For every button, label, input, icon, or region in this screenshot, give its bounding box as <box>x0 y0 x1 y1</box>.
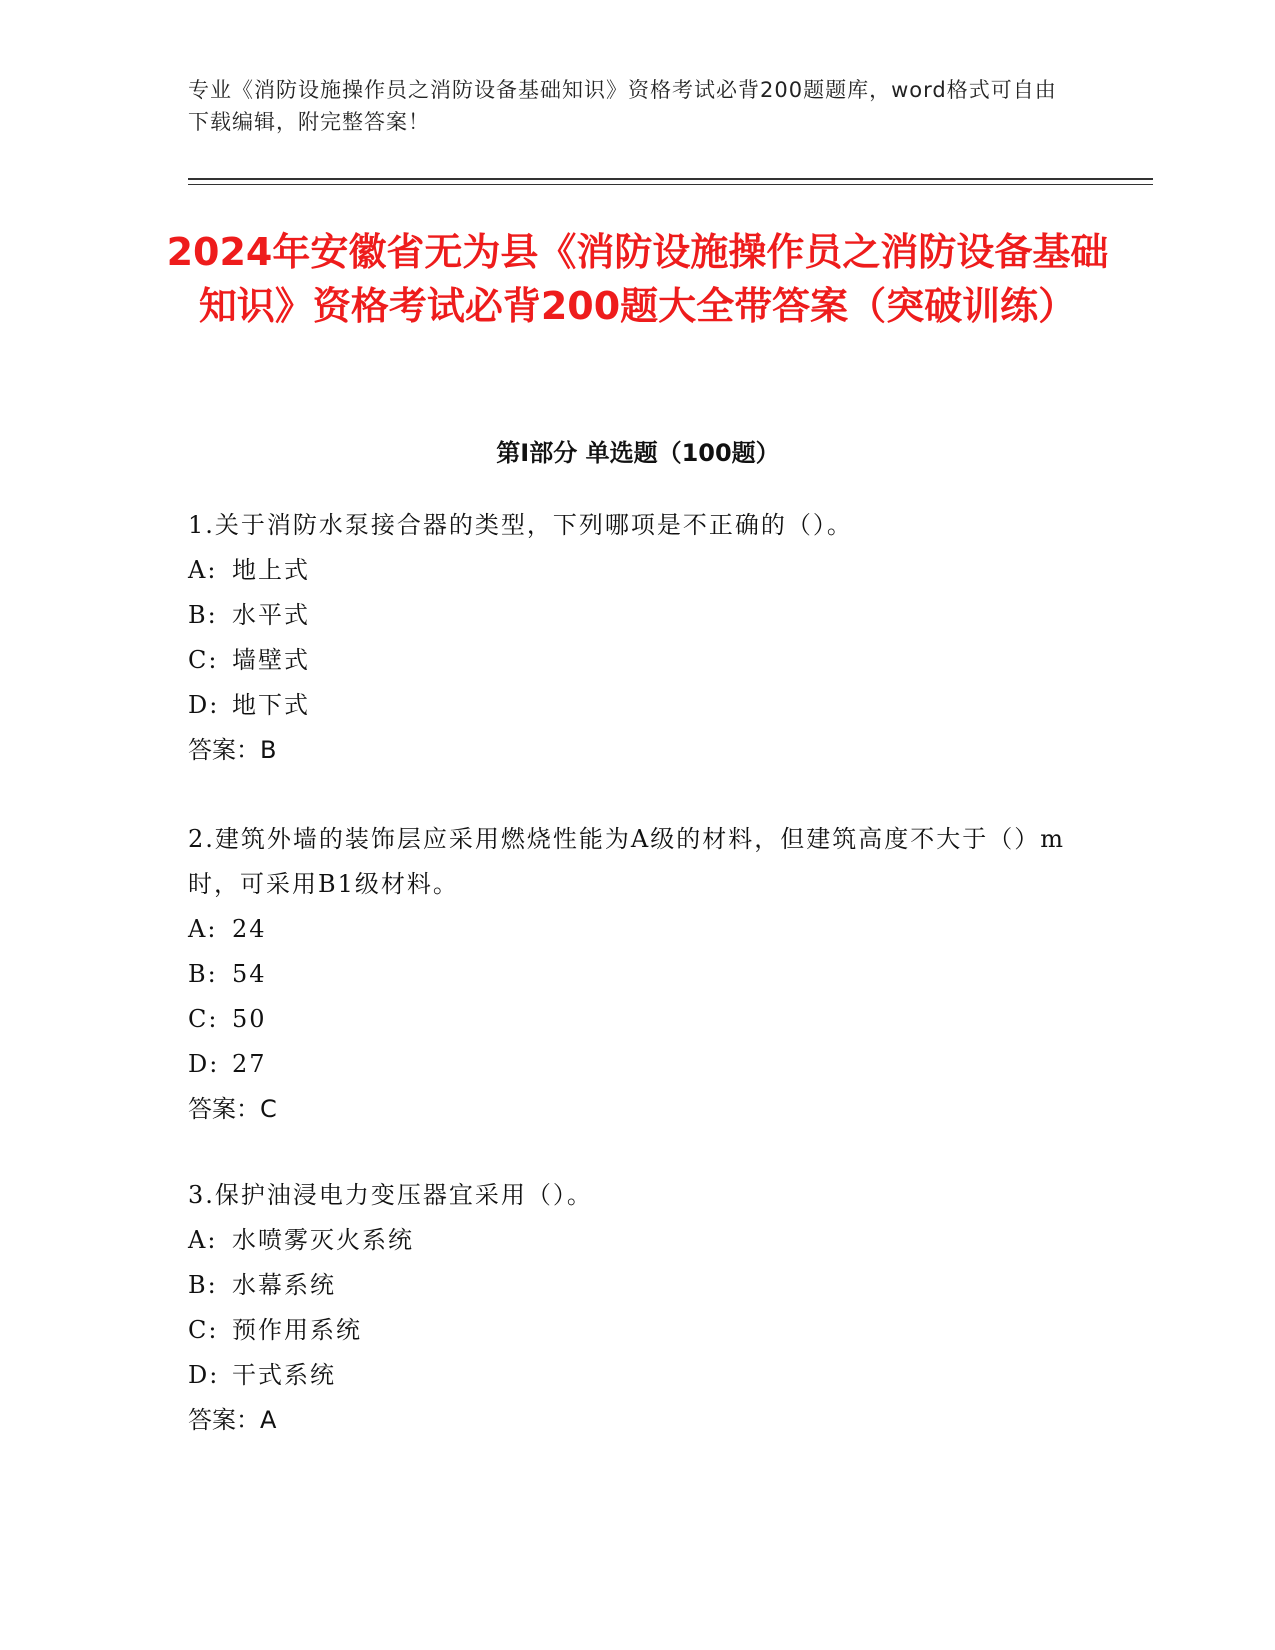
question-2 <box>188 817 1068 1132</box>
option-c <box>188 638 1068 683</box>
option-a <box>188 907 1068 952</box>
option-d <box>188 1042 1068 1087</box>
question-stem: 3.保护油浸电力变压器宜采用（）。 <box>188 1181 593 1209</box>
option-key: B: <box>188 601 218 629</box>
section-title: 第I部分 单选题（100题） <box>496 439 780 467</box>
option-text: 50 <box>232 1005 267 1033</box>
option-text: 预作用系统 <box>232 1316 362 1344</box>
document-title: 2024年安徽省无为县《消防设施操作员之消防设备基础知识》资格考试必背200题大全带答案（突破训练） <box>166 230 1109 328</box>
option-d <box>188 683 1068 728</box>
option-key: C: <box>188 1005 219 1033</box>
option-text: 水喷雾灭火系统 <box>232 1226 414 1254</box>
option-key: A: <box>188 556 218 584</box>
option-key: D: <box>188 691 220 719</box>
option-b <box>188 952 1068 997</box>
option-d <box>188 1353 1068 1398</box>
option-b <box>188 593 1068 638</box>
option-text: 水幕系统 <box>232 1271 336 1299</box>
question-1 <box>188 503 1068 773</box>
option-key: D: <box>188 1361 220 1389</box>
question-stem: 1.关于消防水泵接合器的类型，下列哪项是不正确的（）。 <box>188 511 853 539</box>
option-text: 27 <box>232 1050 267 1078</box>
option-text: 54 <box>232 960 267 988</box>
option-key: A: <box>188 915 218 943</box>
option-text: 干式系统 <box>232 1361 336 1389</box>
question-stem: 2.建筑外墙的装饰层应采用燃烧性能为A级的材料，但建筑高度不大于（）m时，可采用B1级材料。 <box>188 825 1065 898</box>
answer: 答案：C <box>188 1095 277 1123</box>
option-key: C: <box>188 1316 219 1344</box>
answer: 答案：B <box>188 736 277 764</box>
option-key: B: <box>188 1271 218 1299</box>
header-note: 专业《消防设施操作员之消防设备基础知识》资格考试必背200题题库，word格式可自由下载编辑，附完整答案！ <box>188 78 1057 134</box>
option-text: 水平式 <box>232 601 310 629</box>
question-3 <box>188 1173 1068 1443</box>
option-a <box>188 548 1068 593</box>
option-key: B: <box>188 960 218 988</box>
option-key: D: <box>188 1050 220 1078</box>
option-text: 地上式 <box>232 556 310 584</box>
option-key: A: <box>188 1226 218 1254</box>
option-c <box>188 997 1068 1042</box>
option-a <box>188 1218 1068 1263</box>
header-divider-thin <box>188 184 1153 185</box>
option-text: 墙壁式 <box>232 646 310 674</box>
option-text: 24 <box>232 915 267 943</box>
option-key: C: <box>188 646 219 674</box>
answer: 答案：A <box>188 1406 277 1434</box>
header-divider-thick <box>188 178 1153 180</box>
option-text: 地下式 <box>232 691 310 719</box>
option-b <box>188 1263 1068 1308</box>
option-c <box>188 1308 1068 1353</box>
